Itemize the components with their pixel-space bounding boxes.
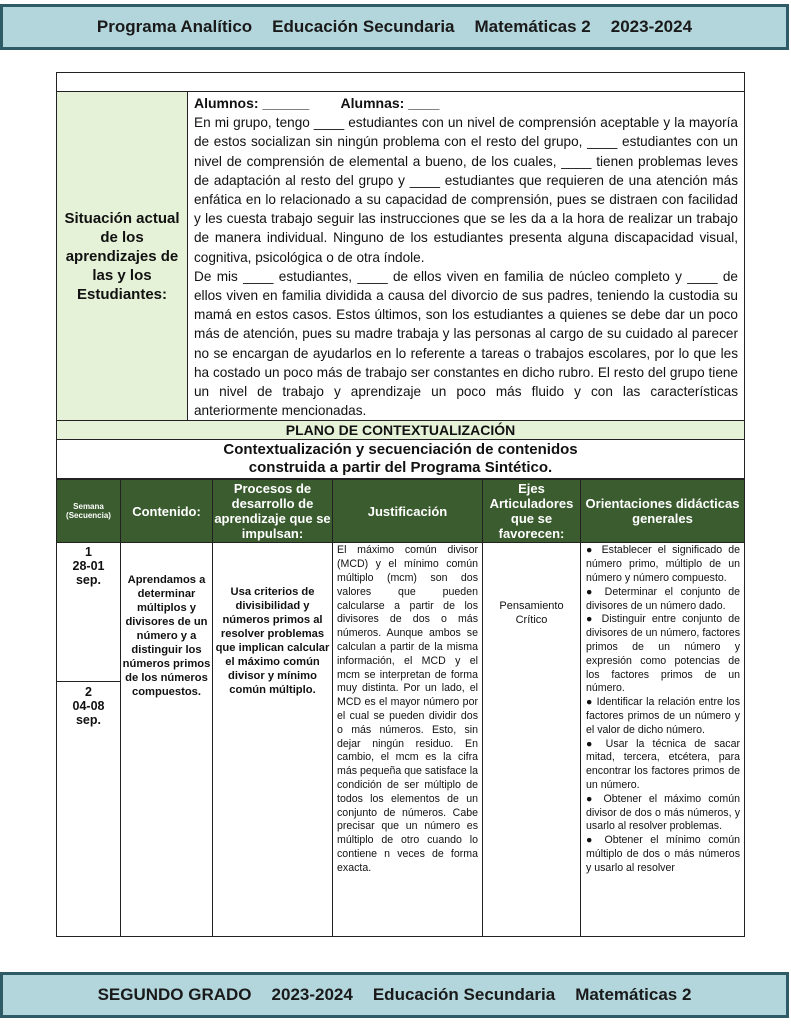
orientaciones-cell [581, 543, 745, 937]
header-subject: Matemáticas 2 [474, 17, 591, 36]
week-2-number: 2 [85, 685, 92, 700]
week-divider [57, 681, 120, 682]
planning-document [56, 72, 744, 964]
col-justificacion: Justificación [333, 480, 483, 543]
week-1 [57, 545, 120, 587]
orientacion-item: ● Establecer el significado de número primo, múltiplo de un número y número compuesto. [586, 544, 740, 585]
ejes-text: Pensamiento Crítico [499, 600, 564, 627]
situacion-label: Situación actual de los aprendizajes de las y los Estudiantes: [57, 92, 188, 421]
footer-year: 2023-2024 [271, 985, 353, 1004]
situacion-paragraph-2: De mis ____ estudiantes, ____ de ellos viven en familia de núcleo completo y ____ de ellos viven en familia dividida a causa del divorcio de sus padres, teniendo la custodia su mamá en estos casos. Estos últimos, son los estudiantes a quienes se debe dar un poco más de atención, pues su madre trabaja y las personas al cargo de su cuidado al parecer no se encargan de ayudarlos en lo referente a tareas o trabajos escolares, por lo que les ha costado un poco más de trabajo ser constantes en dicho rubro. El resto del grupo tiene un nivel de trabajo y aprendizaje un poco más fluido y con las características anteriormente mencionadas. [194, 268, 738, 419]
week-1-dates: 28-01 [72, 559, 105, 574]
header-banner [0, 4, 789, 50]
blank-row [57, 73, 745, 92]
col-procesos: Procesos de desarrollo de aprendizaje que se impulsan: [214, 481, 331, 542]
contextualizacion-line-2: construida a partir del Programa Sintético. [248, 459, 553, 477]
orientacion-item: ● Determinar el conjunto de divisores de un número dado. [586, 585, 740, 612]
header-program: Programa Analítico [96, 17, 253, 36]
student-count-line [194, 94, 738, 113]
week-1-number: 1 [85, 545, 92, 560]
orientacion-item: ● Obtener el mínimo común múltiplo de dos o más números y usarlo al resolver [586, 834, 740, 874]
week-2-dates: 04-08 [72, 699, 105, 714]
col-semana: Semana (Secuencia) [57, 480, 121, 543]
justificacion-cell: El máximo común divisor (MCD) y el mínimo común múltiplo (mcm) son dos valores que pueden calcularse a partir de los divisores de dos o más números. Aunque ambos se calculan a partir de la misma información, el MCD y el mcm se interpretan de forma muy distinta. Por un lado, el MCD es el mayor número por el cual se pueden dividir dos o más números. Esto, sin dejar ningún residuo. En cambio, el mcm es la cifra más pequeña que satisface la condición de ser múltiplo de todos los elementos de un conjunto de números. Cabe precisar que un número es múltiplo de otro cuando lo contiene n veces de forma exacta. [333, 543, 483, 937]
footer-grade: SEGUNDO GRADO [97, 985, 252, 1004]
procesos-cell [213, 543, 333, 937]
situacion-table [56, 72, 745, 479]
col-orientaciones: Orientaciones didácticas generales [581, 480, 745, 543]
week-1-month: sep. [75, 573, 101, 588]
situacion-text [188, 92, 745, 421]
week-2 [57, 685, 120, 727]
contenido-cell [121, 543, 213, 937]
alumnos-field: Alumnos: ______ [194, 95, 310, 111]
week-2-month: sep. [75, 713, 101, 728]
footer-subject: Matemáticas 2 [575, 985, 692, 1004]
header-year: 2023-2024 [610, 17, 693, 36]
contextualizacion-line-1: Contextualización y secuenciación de contenidos [223, 441, 578, 459]
orientacion-item: ● Obtener el máximo común divisor de dos o más números, y usarlo al resolver problemas. [586, 792, 740, 833]
col-ejes: Ejes Articuladores que se favorecen: [483, 480, 581, 543]
contenido-text: Aprendamos a determinar múltiplos y divisores de un número y a distinguir los números primos de los números compuestos. [122, 574, 211, 699]
col-contenido: Contenido: [121, 480, 213, 543]
secuencia-table [56, 479, 745, 937]
table-row [57, 543, 745, 937]
orientacion-item: ● Distinguir entre conjunto de divisores de un número, factores primos de un número y expresión como potencias de los factores primos de un número. [586, 613, 740, 695]
footer-level: Educación Secundaria [372, 985, 556, 1004]
plano-title: PLANO DE CONTEXTUALIZACIÓN [57, 421, 745, 440]
orientacion-item: ● Identificar la relación entre los factores primos de un número y el valor de dicho número. [586, 696, 740, 736]
contextualizacion-title [57, 440, 745, 479]
procesos-text: Usa criterios de divisibilidad y números primos al resolver problemas que implican calcular el máximo común divisor y mínimo común múltiplo. [215, 586, 330, 697]
table-header-row [57, 480, 745, 543]
header-level: Educación Secundaria [272, 17, 455, 36]
alumnas-field: Alumnas: ____ [340, 95, 440, 111]
situacion-paragraph-1: En mi grupo, tengo ____ estudiantes con un nivel de comprensión aceptable y la mayoría de estos socializan sin ningún problema con el resto del grupo, ____ estudiantes con un nivel de comprensión de elemental a bueno, de los cuales, ____ tienen problemas leves de adaptación al resto del grupo y ____ estudiantes que requieren de una atención más enfática en lo relacionado a su capacidad de comprensión, pues se distraen con facilidad y les cuesta trabajo seguir las instrucciones que se les da a la hora de realizar un trabajo de manera individual. Ninguno de los estudiantes presenta alguna discapacidad visual, cognitiva, psicológica o de otra índole. [194, 115, 738, 265]
ejes-cell [483, 543, 581, 937]
semana-cell [57, 543, 121, 937]
footer-banner [0, 972, 789, 1018]
orientacion-item: ● Usar la técnica de sacar mitad, tercera, etcétera, para encontrar los factores primos de un número. [586, 737, 740, 791]
